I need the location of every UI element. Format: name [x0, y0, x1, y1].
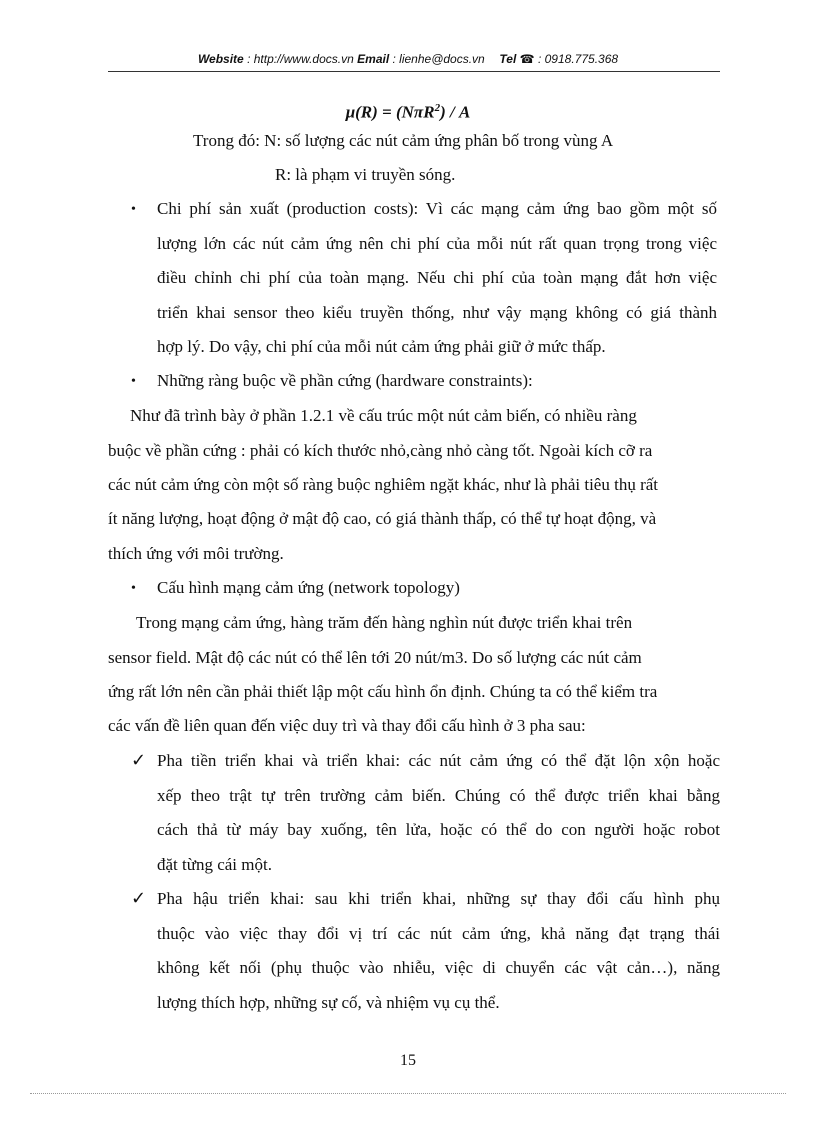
topology-line-1: Trong mạng cảm ứng, hàng trăm đến hàng nghìn nút được triển khai trên	[136, 613, 633, 632]
email-label: Email	[357, 52, 390, 66]
hardware-line-2: buộc về phần cứng : phải có kích thước nhỏ,càng nhỏ càng tốt. Ngoài kích cỡ ra	[108, 441, 653, 460]
topology-line-4: các vấn đề liên quan đến việc duy trì và thay đổi cấu hình ở 3 pha sau:	[108, 716, 586, 735]
density-formula	[0, 102, 816, 123]
hardware-title: Những ràng buộc về phần cứng (hardware constraints):	[157, 371, 533, 390]
formula-rhs: ) / A	[440, 102, 471, 122]
where-line-r: R: là phạm vi truyền sóng.	[275, 165, 456, 184]
hardware-line-5: thích ứng với môi trường.	[108, 544, 284, 563]
page-header	[0, 52, 816, 66]
checkmark-icon: ✓	[131, 888, 147, 909]
checkmark-icon: ✓	[131, 750, 147, 771]
bullet-production: •	[131, 202, 136, 217]
phase2-line-1: Pha hậu triển khai: sau khi triển khai, những sự thay đổi cấu hình phụ	[157, 889, 720, 908]
formula-lhs: μ(R) = (NπR	[345, 102, 435, 122]
bullet-topology: •	[131, 581, 136, 596]
tel-label: Tel	[499, 52, 517, 66]
topology-line-3: ứng rất lớn nên cần phải thiết lập một cấu hình ổn định. Chúng ta có thể kiểm tra	[108, 682, 658, 701]
production-line-3: điều chỉnh chi phí của toàn mạng. Nếu chi phí của toàn mạng đắt hơn việc	[157, 268, 717, 287]
hardware-line-4: ít năng lượng, hoạt động ở mật độ cao, có giá thành thấp, có thể tự hoạt động, và	[108, 509, 657, 528]
website-value[interactable]: : http://www.docs.vn	[247, 52, 354, 66]
email-value[interactable]: : lienhe@docs.vn	[392, 52, 485, 66]
bullet-hardware: •	[131, 374, 136, 389]
phase1-line-2: xếp theo trật tự trên trường cảm biến. Chúng có thể được triển khai bằng	[157, 786, 720, 805]
production-line-5: hợp lý. Do vậy, chi phí của mỗi nút cảm ứng phải giữ ở mức thấp.	[157, 337, 606, 356]
production-line-4: triển khai sensor theo kiểu truyền thống, như vậy mạng không có giá thành	[157, 303, 717, 322]
where-line-n: Trong đó: N: số lượng các nút cảm ứng phân bố trong vùng A	[193, 131, 614, 150]
phase2-line-4: lượng thích hợp, những sự cố, và nhiệm vụ cụ thể.	[157, 993, 500, 1012]
tel-value: : 0918.775.368	[537, 52, 619, 66]
phone-icon: ☎	[519, 52, 535, 66]
phase1-line-3: cách thả từ máy bay xuống, tên lửa, hoặc có thể do con người hoặc robot	[157, 820, 720, 839]
footer-divider	[30, 1093, 786, 1094]
hardware-line-3: các nút cảm ứng còn một số ràng buộc nghiêm ngặt khác, như là phải tiêu thụ rất	[108, 475, 658, 494]
topology-line-2: sensor field. Mật độ các nút có thể lên tới 20 nút/m3. Do số lượng các nút cảm	[108, 648, 642, 667]
phase1-line-1: Pha tiền triển khai và triển khai: các nút cảm ứng có thể đặt lộn xộn hoặc	[157, 751, 720, 770]
production-line-2: lượng lớn các nút cảm ứng nên chi phí của mỗi nút rất quan trọng trong việc	[157, 234, 717, 253]
header-divider	[108, 71, 720, 72]
phase1-line-4: đặt từng cái một.	[157, 855, 272, 874]
production-line-1: Chi phí sản xuất (production costs): Vì các mạng cảm ứng bao gồm một số	[157, 199, 717, 218]
formula-exponent: 2	[434, 102, 441, 114]
hardware-line-1: Như đã trình bày ở phần 1.2.1 về cấu trúc một nút cảm biến, có nhiều ràng	[130, 406, 637, 425]
phase2-line-3: không kết nối (phụ thuộc vào nhiễu, việc di chuyển các vật cản…), năng	[157, 958, 720, 977]
page-number: 15	[400, 1052, 416, 1069]
website-label: Website	[197, 52, 244, 66]
phase2-line-2: thuộc vào việc thay đổi vị trí các nút cảm ứng, khả năng đạt trạng thái	[157, 924, 720, 943]
topology-title: Cấu hình mạng cảm ứng (network topology)	[157, 578, 460, 597]
